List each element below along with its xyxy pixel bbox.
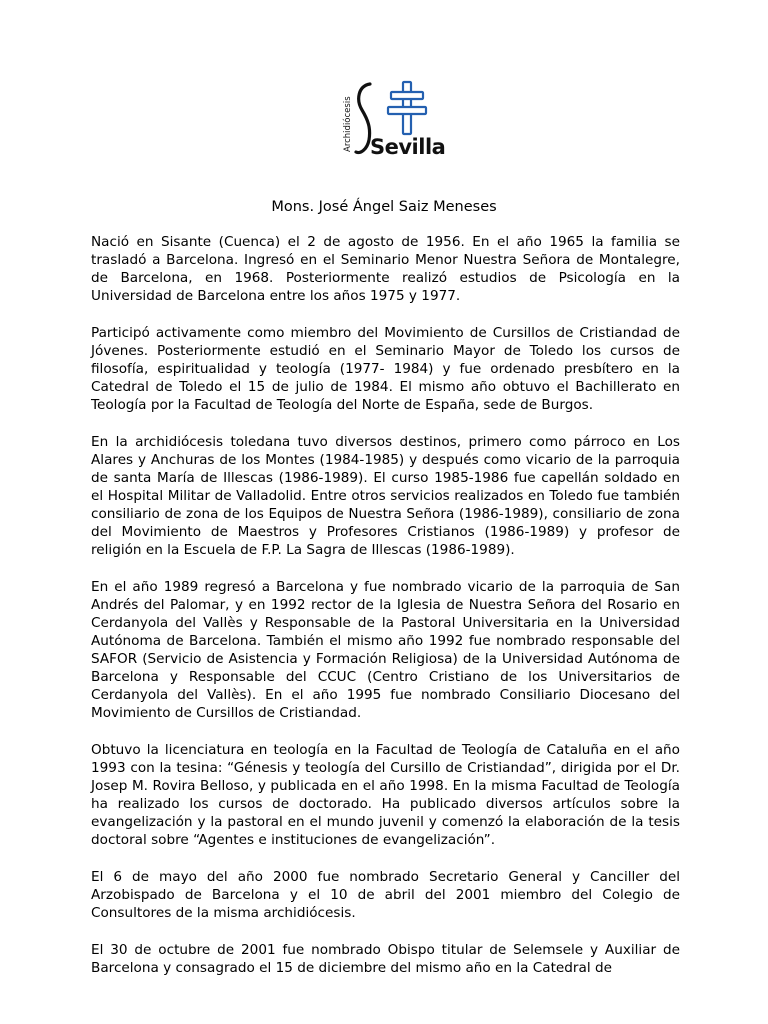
logo-wordmark: Sevilla: [370, 135, 446, 159]
paragraph-licenciatura: Obtuvo la licenciatura en teología en la Facultad de Teología de Cataluña en el año 1993 con la tesina: “Génesis y teología del Cursillo de Cristiandad”, dirigida por el Dr. Josep M. Rovira Belloso, y publicada en el año 1998. En la misma Facultad de Teología ha realizado los cursos de doctorado. Ha publicado diversos artículos sobre la evangelización y la pastoral en el mundo juvenil y comenzó la elaboración de la tesis doctoral sobre “Agentes e instituciones de evangelización”.: [91, 742, 680, 848]
paragraph-secretario: El 6 de mayo del año 2000 fue nombrado Secretario General y Canciller del Arzobispado de Barcelona y el 10 de abril del 2001 miembro del Colegio de Consultores de la misma archidiócesis.: [91, 869, 680, 921]
archdiocese-logo: [340, 78, 446, 159]
paragraph-toledo: En la archidiócesis toledana tuvo diversos destinos, primero como párroco en Los Alares y Anchuras de los Montes (1984-1985) y después como vicario de la parroquia de santa María de Illescas (1986-1989). El curso 1985-1986 fue capellán soldado en el Hospital Militar de Valladolid. Entre otros servicios realizados en Toledo fue también consiliario de zona de los Equipos de Nuestra Señora (1986-1989), consiliario de zona del Movimiento de Maestros y Profesores Cristianos (1986-1989) y profesor de religión en la Escuela de F.P. La Sagra de Illescas (1986-1989).: [91, 434, 680, 558]
paragraph-obispo: El 30 de octubre de 2001 fue nombrado Obispo titular de Selemsele y Auxiliar de Barcelona y consagrado el 15 de diciembre del mismo año en la Catedral de: [91, 942, 680, 976]
paragraph-barcelona: En el año 1989 regresó a Barcelona y fue nombrado vicario de la parroquia de San Andrés del Palomar, y en 1992 rector de la Iglesia de Nuestra Señora del Rosario en Cerdanyola del Vallès y Responsable de la Pastoral Universitaria en la Universidad Autónoma de Barcelona. También el mismo año 1992 fue nombrado responsable del SAFOR (Servicio de Asistencia y Formación Religiosa) de la Universidad Autónoma de Barcelona y Responsable del CCUC (Centro Cristiano de los Universitarios de Cerdanyola del Vallès). En el año 1995 fue nombrado Consiliario Diocesano del Movimiento de Cursillos de Cristiandad.: [91, 579, 680, 721]
paragraph-formation: Participó activamente como miembro del Movimiento de Cursillos de Cristiandad de Jóvenes. Posteriormente estudió en el Seminario Mayor de Toledo los cursos de filosofía, espiritualidad y teología (1977- 1984) y fue ordenado presbítero en la Catedral de Toledo el 15 de julio de 1984. El mismo año obtuvo el Bachillerato en Teología por la Facultad de Teología del Norte de España, sede de Burgos.: [91, 325, 680, 413]
cross-icon: [388, 82, 426, 134]
logo-caption: Archidiócesis: [343, 96, 353, 152]
logo-s-stroke: [356, 84, 370, 153]
document-body: [91, 233, 680, 996]
document-title: Mons. José Ángel Saiz Meneses: [271, 199, 497, 215]
paragraph-birth: Nació en Sisante (Cuenca) el 2 de agosto de 1956. En el año 1965 la familia se trasladó a Barcelona. Ingresó en el Seminario Menor Nuestra Señora de Montalegre, de Barcelona, en 1968. Posteriormente realizó estudios de Psicología en la Universidad de Barcelona entre los años 1975 y 1977.: [91, 234, 680, 304]
